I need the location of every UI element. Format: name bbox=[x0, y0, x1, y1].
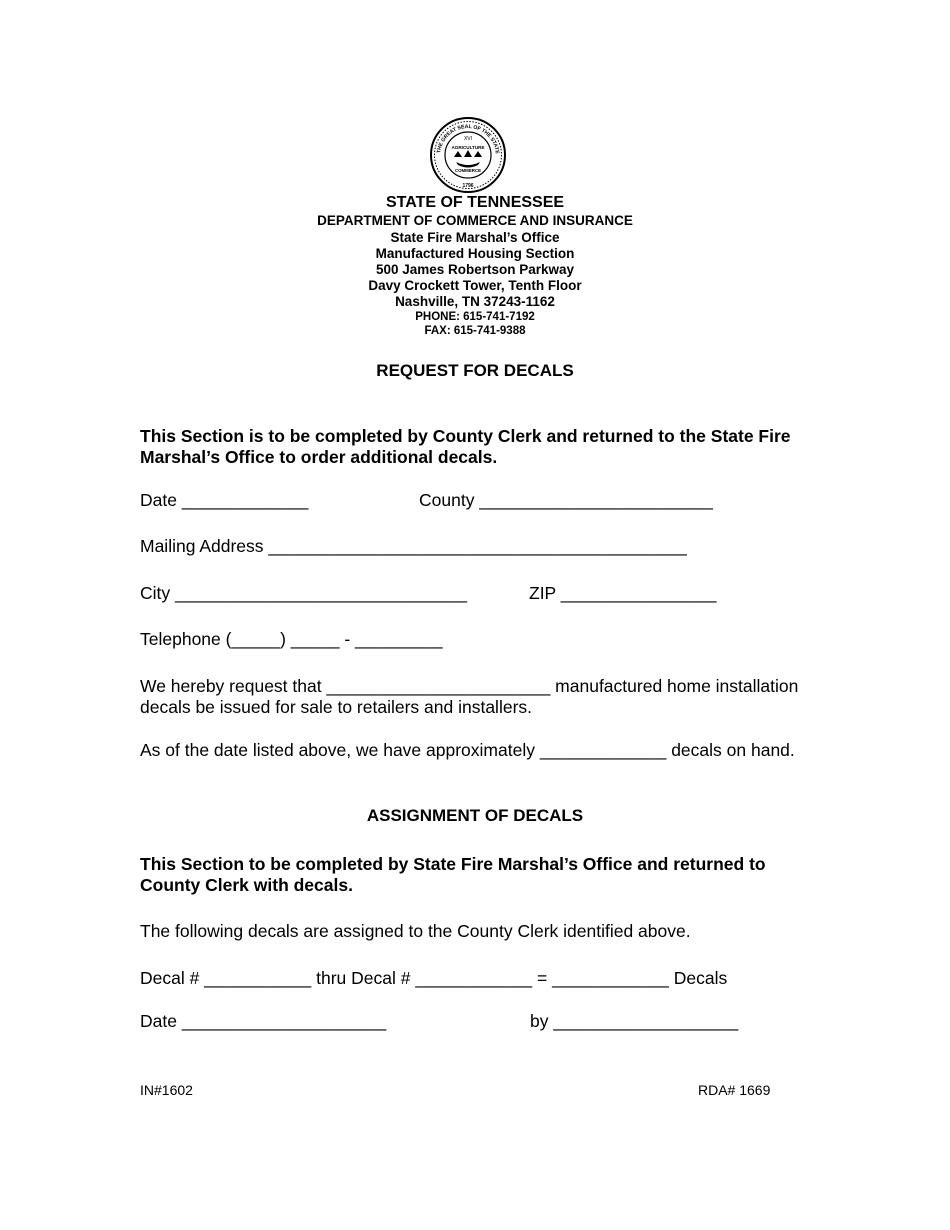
county-field[interactable]: County ________________________ bbox=[419, 490, 713, 510]
fax-line: FAX: 615-741-9388 bbox=[424, 325, 526, 337]
assignment-instructions: This Section to be completed by State Fire Marshal’s Office and returned to County Clerk with decals. bbox=[140, 854, 766, 895]
tennessee-state-seal-icon bbox=[428, 116, 508, 194]
seal-ring-text: THE GREAT SEAL OF THE STATE bbox=[436, 123, 500, 155]
request-instructions: This Section is to be completed by County Clerk and returned to the State Fire Marshal’s Office to order additional decals. bbox=[140, 426, 791, 467]
section-heading: Manufactured Housing Section bbox=[375, 246, 575, 261]
zip-field[interactable]: ZIP ________________ bbox=[529, 583, 717, 603]
seal-commerce: COMMERCE bbox=[454, 168, 482, 173]
seal-agriculture: AGRICULTURE bbox=[451, 145, 485, 150]
mailing-address-field[interactable]: Mailing Address ___________________________________________ bbox=[140, 536, 687, 556]
decals-on-hand-text[interactable]: As of the date listed above, we have approximately _____________ decals on hand. bbox=[140, 740, 795, 760]
city-field[interactable]: City ______________________________ bbox=[140, 583, 467, 603]
assigned-by-field[interactable]: by ___________________ bbox=[530, 1011, 739, 1031]
address-line-2: Davy Crockett Tower, Tenth Floor bbox=[368, 278, 582, 293]
department-heading: DEPARTMENT OF COMMERCE AND INSURANCE bbox=[317, 213, 633, 228]
request-title: REQUEST FOR DECALS bbox=[376, 361, 574, 380]
address-city-line: Nashville, TN 37243-1162 bbox=[395, 294, 555, 309]
form-id: IN#1602 bbox=[140, 1082, 193, 1098]
state-heading: STATE OF TENNESSEE bbox=[385, 194, 565, 211]
office-heading: State Fire Marshal’s Office bbox=[390, 230, 560, 245]
date-field[interactable]: Date _____________ bbox=[140, 490, 309, 510]
seal-year: 1796 bbox=[462, 183, 474, 189]
decal-range-field[interactable]: Decal # ___________ thru Decal # ____________ = ____________ Decals bbox=[140, 968, 728, 988]
rda-number: RDA# 1669 bbox=[698, 1082, 771, 1098]
assignment-title: ASSIGNMENT OF DECALS bbox=[366, 806, 584, 825]
address-line-1: 500 James Robertson Parkway bbox=[375, 262, 575, 277]
phone-line: PHONE: 615-741-7192 bbox=[415, 311, 535, 323]
telephone-field[interactable]: Telephone (_____) _____ - _________ bbox=[140, 629, 443, 649]
request-quantity-text[interactable]: We hereby request that _______________________ manufactured home installation decals be issued for sale to retailers and installers. bbox=[140, 676, 799, 717]
assigned-statement: The following decals are assigned to the County Clerk identified above. bbox=[140, 921, 691, 941]
seal-roman-numeral: XVI bbox=[463, 136, 473, 142]
assignment-date-field[interactable]: Date _____________________ bbox=[140, 1011, 387, 1031]
